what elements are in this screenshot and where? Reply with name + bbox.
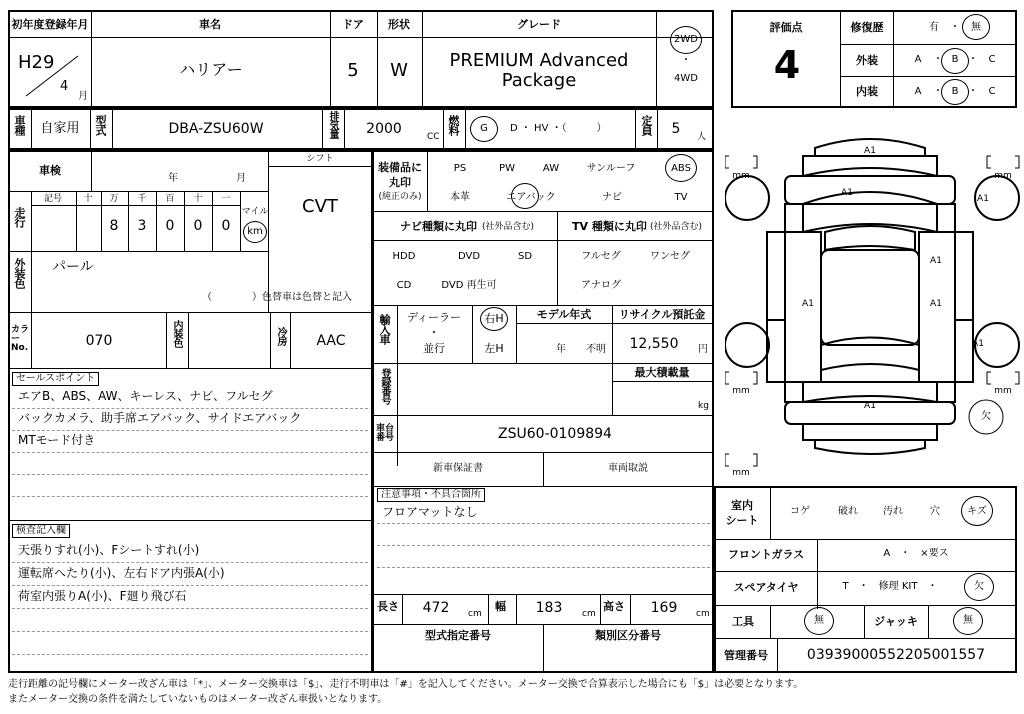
cc-unit: CC: [427, 132, 440, 142]
ext-a: A: [914, 54, 922, 65]
drive-dot: ・: [681, 55, 691, 66]
mm-rr: mm: [994, 386, 1012, 396]
fuel-g: G: [480, 123, 488, 134]
width: 183: [535, 600, 563, 616]
interior-label: 内装: [856, 85, 878, 98]
model-year-unit: 年: [556, 344, 566, 355]
sales-line-0: エアB、ABS、AW、キーレス、ナビ、フルセグ: [18, 389, 273, 403]
kigou-label: 記号: [43, 194, 63, 204]
equip-pw: PW: [499, 163, 515, 174]
shape-label: 形状: [388, 18, 410, 31]
height-cm: cm: [696, 609, 710, 619]
digit-0: 8: [109, 218, 119, 234]
seat-burn: コゲ: [790, 506, 810, 517]
check-line-0: 天張りすれ(小)、Fシートすれ(小): [18, 543, 200, 557]
navi-label: ナビ種類に丸印: [400, 220, 477, 233]
seat-scratch: キズ: [967, 506, 987, 517]
equip-abs: ABS: [671, 163, 691, 174]
height: 169: [650, 600, 678, 616]
shift-label: シフト: [306, 154, 334, 164]
repair-dot: ・: [950, 22, 960, 33]
dmg-door-rr: A1: [930, 299, 942, 309]
row2-box: [8, 108, 714, 150]
sales-line-2: MTモード付き: [18, 433, 96, 447]
color-note: （ ）色替車は色替と記入: [202, 292, 352, 303]
drive-4wd: 4WD: [674, 73, 698, 84]
equip-label2: 丸印: [389, 176, 411, 189]
mile-label: マイル: [241, 207, 269, 217]
import-rhd: 右H: [484, 312, 504, 325]
check-line-2: 荷室内張りA(小)、F廻り飛び石: [18, 589, 187, 603]
tools-label: 工具: [732, 615, 754, 628]
grade-line2: Package: [501, 70, 577, 91]
fuel-label: 燃料: [447, 115, 460, 135]
capacity: 5: [671, 121, 681, 137]
door-label: ドア: [342, 18, 364, 31]
navi-dvd: DVD: [457, 251, 481, 262]
shift: CVT: [302, 196, 338, 217]
int-color-label: 内装色: [171, 320, 182, 347]
equip-ps: PS: [453, 163, 467, 174]
disp-label: 排気量: [327, 111, 338, 138]
digit-head-0: 十: [83, 194, 93, 204]
ext-b: B: [951, 54, 959, 65]
footer-line1: 走行距離の記号欄にメーター改ざん車は「*」、メーター交換車は「$」、走行不明車は「#」を記入してください。メーター交換で合算表示した場合にも「$」は必要となります。: [8, 679, 804, 690]
score: 4: [773, 43, 801, 87]
spare-t: T ・ 修理 KIT ・: [842, 581, 938, 592]
equip-leather: 本革: [450, 192, 470, 203]
jack-label: ジャッキ: [874, 615, 918, 628]
int-dot2: ・: [968, 86, 978, 97]
shaken-year-unit: 年: [168, 173, 178, 184]
navi-hdd: HDD: [392, 251, 416, 262]
tv-oneseg: ワンセグ: [650, 251, 690, 262]
seat-label1: 室内: [731, 499, 753, 512]
tv-analog: アナログ: [581, 280, 621, 291]
spare-missing: 欠: [974, 581, 984, 592]
mm-fr: mm: [994, 171, 1012, 181]
car-diagram: [725, 120, 1020, 480]
navi-sub: (社外品含む): [482, 222, 535, 232]
tv-fullseg: フルセグ: [581, 251, 621, 262]
digit-4: 0: [221, 218, 231, 234]
sales-line-1: バックカメラ、助手席エアバック、サイドエアバック: [18, 411, 302, 425]
color-label: 外装色: [13, 258, 26, 288]
reg-era: H29: [18, 52, 55, 73]
model-year-label: モデル年式: [536, 308, 592, 321]
digit-head-1: 万: [109, 194, 119, 204]
dmg-hood: A1: [841, 188, 853, 198]
sales-label: セールスポイント: [12, 372, 99, 386]
exterior-label: 外装: [856, 54, 878, 67]
shaken-label: 車検: [39, 164, 61, 177]
repair-no: 無: [971, 22, 981, 33]
car-name-label: 車名: [199, 18, 221, 31]
recycle-label: リサイクル預託金: [618, 308, 706, 321]
navi-dvd-play: DVD 再生可: [441, 280, 497, 291]
digit-head-2: 千: [137, 194, 147, 204]
notes-line-0: フロアマットなし: [382, 505, 478, 519]
height-label: 高さ: [603, 600, 625, 613]
score-label: 評価点: [769, 21, 803, 34]
equip-tv: TV: [674, 192, 688, 203]
length: 472: [422, 600, 450, 616]
mm-spare: mm: [732, 468, 750, 478]
dmg-tire-rr: A1: [972, 339, 984, 349]
glass: A ・ ×要ス: [883, 548, 949, 559]
digit-head-3: 百: [165, 194, 175, 204]
import-dot: ・: [428, 326, 440, 339]
navi-sd: SD: [517, 251, 533, 262]
reg-month: 4: [60, 79, 69, 94]
shape: W: [390, 60, 408, 81]
repair-label: 修復歴: [850, 21, 884, 34]
repair-yes: 有: [929, 22, 939, 33]
max-load-label: 最大積載量: [634, 366, 690, 379]
digit-2: 0: [165, 218, 175, 234]
glass-label: フロントガラス: [727, 548, 805, 561]
model-year-unknown: 不明: [586, 344, 606, 355]
seat-stain: 汚れ: [883, 506, 903, 517]
import-dealer: ディーラー: [406, 311, 462, 324]
digit-3: 0: [193, 218, 203, 234]
reg-slash: [24, 50, 84, 100]
tv-sub: (社外品含む): [650, 222, 703, 232]
import-label: 輸入車: [378, 314, 391, 344]
digit-1: 3: [137, 218, 147, 234]
width-label: 幅: [495, 600, 506, 613]
chassis: ZSU60-0109894: [498, 426, 612, 442]
seat-hole: 穴: [930, 506, 940, 517]
equip-airbag: エアバック: [506, 192, 556, 203]
chassis-label: 車台番号: [376, 424, 395, 443]
tools: 無: [814, 615, 824, 626]
ext-dot2: ・: [968, 54, 978, 65]
import-parallel: 並行: [423, 342, 445, 355]
reg-label: 登録番号: [379, 368, 390, 404]
model-label: 型式: [94, 115, 107, 135]
int-b: B: [951, 86, 959, 97]
int-a: A: [914, 86, 922, 97]
length-label: 長さ: [377, 600, 399, 613]
reg-month-unit: 月: [78, 91, 88, 102]
dmg-rear: A1: [864, 401, 876, 411]
reg-year-label: 初年度登録年月: [11, 18, 89, 31]
doors: 5: [347, 60, 359, 81]
int-dot1: ・: [933, 86, 943, 97]
color-value: パール: [52, 259, 94, 275]
displacement: 2000: [366, 121, 402, 137]
ac: AAC: [316, 333, 346, 349]
spare-label: スペアタイヤ: [733, 581, 799, 594]
mileage-label: 走行: [13, 207, 26, 227]
digit-head-4: 十: [193, 194, 203, 204]
dmg-door-lr: A1: [802, 299, 814, 309]
grade-line1: PREMIUM Advanced: [449, 50, 629, 71]
navi-cd: CD: [396, 280, 412, 291]
digit-head-5: 一: [221, 194, 231, 204]
type-no-label: 型式指定番号: [425, 629, 491, 642]
equip-label1: 装備品に: [378, 161, 422, 174]
dmg-front: A1: [864, 146, 876, 156]
import-lhd: 左H: [484, 342, 504, 355]
mgmt: 03939000552205001557: [806, 647, 986, 663]
jack: 無: [963, 615, 973, 626]
width-cm: cm: [582, 609, 596, 619]
recycle: 12,550: [629, 336, 679, 352]
dmg-spare: 欠: [981, 411, 991, 422]
drive-2wd: 2WD: [674, 34, 698, 45]
grade-label: グレード: [517, 18, 561, 31]
recycle-yen: 円: [698, 344, 708, 355]
person-unit: 人: [697, 132, 707, 142]
use: 自家用: [40, 121, 80, 136]
equip-label3: (純正のみ): [378, 192, 422, 202]
model: DBA-ZSU60W: [168, 121, 264, 137]
class-no-label: 類別区分番号: [595, 629, 661, 642]
equip-sunroof: サンルーフ: [586, 163, 636, 174]
length-cm: cm: [468, 609, 482, 619]
equip-aw: AW: [542, 163, 560, 174]
seat-label2: シート: [725, 514, 759, 527]
tv-label: TV 種類に丸印: [572, 220, 647, 233]
check-line-1: 運転席へたり(小)、左右ドア内張A(小): [18, 566, 225, 580]
check-label: 検査記入欄: [12, 524, 70, 538]
fuel-rest: D ・ HV ・（ ）: [510, 123, 607, 134]
manual: 車両取説: [608, 463, 648, 474]
mm-rl: mm: [732, 386, 750, 396]
max-load-kg: kg: [698, 401, 709, 411]
warranty: 新車保証書: [433, 463, 483, 474]
color-no: 070: [85, 333, 113, 349]
notes-label: 注意事項・不具合箇所: [377, 488, 485, 502]
km-label: km: [247, 226, 263, 237]
ext-dot1: ・: [933, 54, 943, 65]
car-name: ハリアー: [179, 60, 243, 79]
use-label: 車種: [13, 115, 26, 135]
int-c: C: [988, 86, 996, 97]
shaken-month-unit: 月: [236, 173, 246, 184]
mgmt-label: 管理番号: [724, 649, 768, 662]
color-no-label: カラーNo.: [11, 325, 30, 353]
seat-tear: 破れ: [838, 506, 858, 517]
mm-fl: mm: [732, 171, 750, 181]
ext-c: C: [988, 54, 996, 65]
dmg-tire-fr: A1: [977, 194, 989, 204]
footer-line2: またメーター交換の条件を満たしていないものはメーター改ざん車扱いとなります。: [8, 694, 388, 705]
dmg-door-rf: A1: [930, 256, 942, 266]
cap-label: 定員: [640, 115, 653, 135]
ac-label: 冷房: [275, 327, 286, 345]
equip-navi: ナビ: [602, 192, 622, 203]
